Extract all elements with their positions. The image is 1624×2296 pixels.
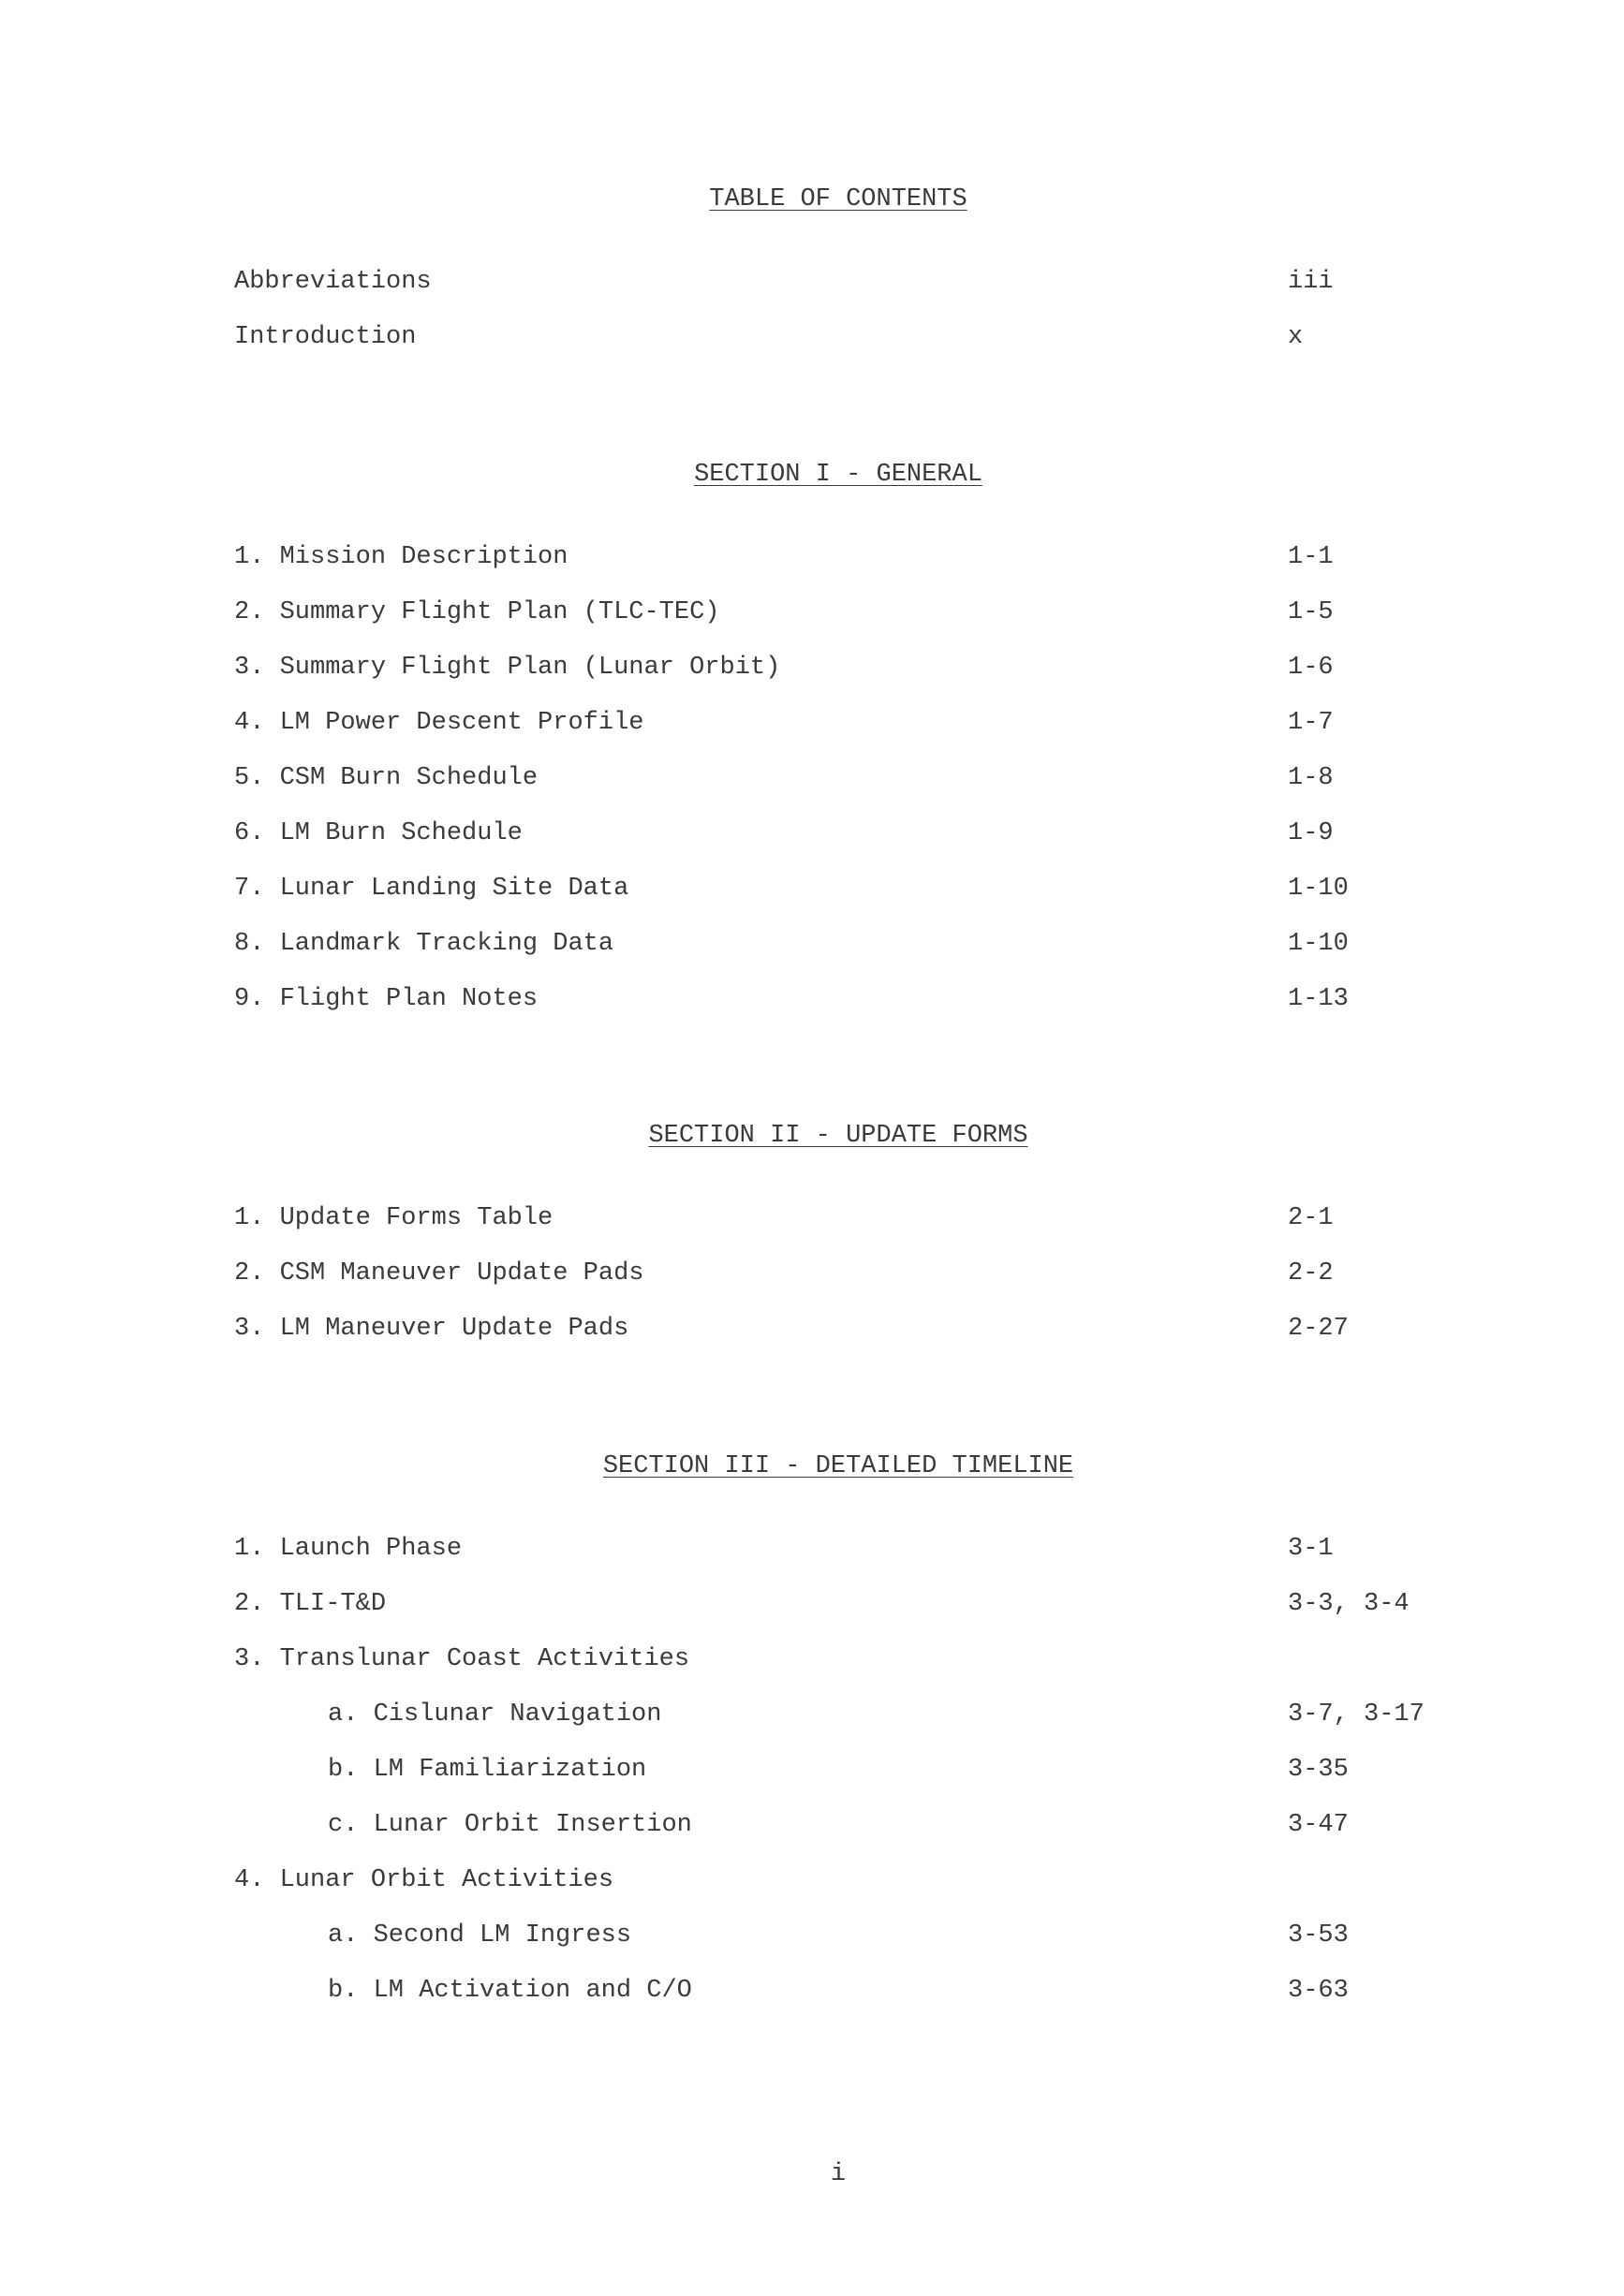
entry-number: 3. — [234, 1645, 265, 1673]
entry-page: 3-35 — [1288, 1756, 1349, 1784]
entry-page: x — [1288, 323, 1304, 351]
entry-label: 5. CSM Burn Schedule — [234, 764, 539, 792]
entry-number: 9. — [234, 985, 265, 1013]
toc-entry[interactable] — [0, 985, 1624, 1023]
toc-subentry[interactable] — [0, 1756, 1624, 1793]
section-heading-general: SECTION I - GENERAL — [694, 461, 982, 489]
toc-title: TABLE OF CONTENTS — [709, 185, 967, 213]
entry-label: Introduction — [234, 323, 417, 351]
toc-entry[interactable] — [0, 709, 1624, 746]
entry-page: 2-2 — [1288, 1259, 1334, 1288]
toc-entry[interactable] — [0, 1866, 1624, 1904]
entry-label: 4. LM Power Descent Profile — [234, 709, 644, 737]
entry-label: 2. Summary Flight Plan (TLC-TEC) — [234, 598, 720, 626]
entry-page: 1-10 — [1288, 930, 1349, 958]
entry-number: 2. — [234, 1259, 265, 1288]
entry-number: b. — [328, 1977, 359, 2005]
toc-entry[interactable] — [0, 819, 1624, 857]
toc-entry[interactable] — [0, 1645, 1624, 1683]
entry-number: 4. — [234, 709, 265, 737]
entry-label: 8. Landmark Tracking Data — [234, 930, 614, 958]
entry-label: 3. Translunar Coast Activities — [234, 1645, 690, 1673]
entry-label: 6. LM Burn Schedule — [234, 819, 523, 847]
toc-entry[interactable] — [0, 543, 1624, 581]
entry-page: 1-13 — [1288, 985, 1349, 1013]
entry-label: 1. Update Forms Table — [234, 1204, 554, 1232]
entry-number: 1. — [234, 543, 265, 571]
entry-number: 8. — [234, 930, 265, 958]
entry-page: 1-6 — [1288, 654, 1334, 682]
entry-label: 2. CSM Maneuver Update Pads — [234, 1259, 644, 1288]
entry-label: b. LM Activation and C/O — [328, 1977, 692, 2005]
entry-page: 3-47 — [1288, 1811, 1349, 1839]
entry-page: 3-63 — [1288, 1977, 1349, 2005]
entry-label: 1. Launch Phase — [234, 1535, 463, 1563]
toc-subentry[interactable] — [0, 1977, 1624, 2014]
entry-number: 5. — [234, 764, 265, 792]
entry-page: 3-53 — [1288, 1921, 1349, 1950]
entry-page: 1-8 — [1288, 764, 1334, 792]
entry-label: Abbreviations — [234, 268, 432, 296]
entry-label: a. Cislunar Navigation — [328, 1700, 662, 1729]
section-heading-update-forms: SECTION II - UPDATE FORMS — [648, 1122, 1028, 1150]
entry-page: 3-7, 3-17 — [1288, 1700, 1425, 1729]
entry-page: 1-10 — [1288, 875, 1349, 903]
entry-label: a. Second LM Ingress — [328, 1921, 632, 1950]
entry-page: 1-9 — [1288, 819, 1334, 847]
entry-number: 2. — [234, 1590, 265, 1618]
entry-page: 1-7 — [1288, 709, 1334, 737]
toc-entry[interactable] — [0, 764, 1624, 802]
entry-label: 1. Mission Description — [234, 543, 568, 571]
toc-entry[interactable] — [0, 1259, 1624, 1297]
entry-page: 1-5 — [1288, 598, 1334, 626]
entry-number: 4. — [234, 1866, 265, 1894]
entry-page: 2-1 — [1288, 1204, 1334, 1232]
entry-number: 6. — [234, 819, 265, 847]
entry-number: c. — [328, 1811, 359, 1839]
entry-number: a. — [328, 1700, 359, 1729]
toc-entry[interactable] — [0, 930, 1624, 967]
entry-label: b. LM Familiarization — [328, 1756, 647, 1784]
entry-label: 3. Summary Flight Plan (Lunar Orbit) — [234, 654, 781, 682]
entry-page: 2-27 — [1288, 1315, 1349, 1343]
entry-page: 1-1 — [1288, 543, 1334, 571]
toc-entry[interactable] — [0, 1590, 1624, 1627]
entry-number: a. — [328, 1921, 359, 1950]
toc-entry[interactable] — [0, 875, 1624, 912]
entry-label: 7. Lunar Landing Site Data — [234, 875, 629, 903]
entry-label: c. Lunar Orbit Insertion — [328, 1811, 692, 1839]
toc-subentry[interactable] — [0, 1921, 1624, 1959]
toc-entry[interactable] — [0, 1535, 1624, 1572]
toc-entry[interactable] — [0, 598, 1624, 636]
entry-page: 3-3, 3-4 — [1288, 1590, 1410, 1618]
toc-entry-introduction[interactable] — [0, 323, 1624, 361]
entry-number: 1. — [234, 1535, 265, 1563]
entry-label: 3. LM Maneuver Update Pads — [234, 1315, 629, 1343]
toc-entry[interactable] — [0, 1315, 1624, 1352]
toc-subentry[interactable] — [0, 1700, 1624, 1738]
section-heading-detailed-timeline: SECTION III - DETAILED TIMELINE — [602, 1452, 1074, 1480]
entry-number: 3. — [234, 1315, 265, 1343]
entry-number: b. — [328, 1756, 359, 1784]
entry-number: 7. — [234, 875, 265, 903]
entry-number: 3. — [234, 654, 265, 682]
entry-label: 9. Flight Plan Notes — [234, 985, 539, 1013]
toc-entry-abbreviations[interactable] — [0, 268, 1624, 305]
toc-entry[interactable] — [0, 654, 1624, 691]
entry-label: 4. Lunar Orbit Activities — [234, 1866, 614, 1894]
page-number: i — [830, 2160, 847, 2188]
entry-page: iii — [1288, 268, 1334, 296]
entry-page: 3-1 — [1288, 1535, 1334, 1563]
entry-number: 2. — [234, 598, 265, 626]
toc-entry[interactable] — [0, 1204, 1624, 1242]
entry-number: 1. — [234, 1204, 265, 1232]
toc-subentry[interactable] — [0, 1811, 1624, 1848]
entry-label: 2. TLI-T&D — [234, 1590, 387, 1618]
